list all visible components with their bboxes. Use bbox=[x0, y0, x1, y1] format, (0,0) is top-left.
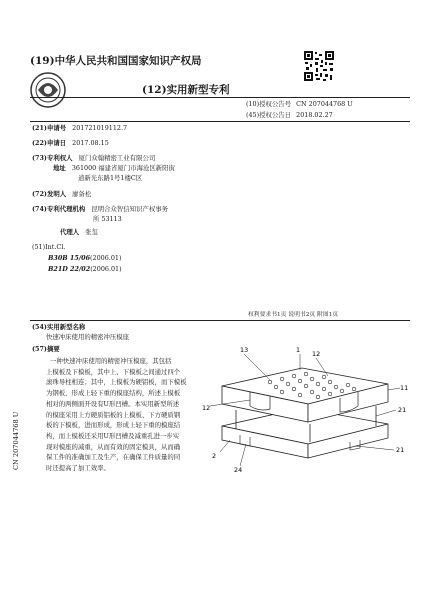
abstract-line: 保工件的准确加工及生产，在确保工件质量的同 bbox=[46, 453, 181, 462]
pub-divider bbox=[30, 121, 410, 122]
abstract-line: 滚珠导柱相连；其中，上模板为硬铝板，而下模板 bbox=[46, 378, 187, 387]
inventor-row: (72)发明人 廖备松 bbox=[32, 190, 92, 198]
cnipa-logo-icon bbox=[28, 70, 68, 110]
abstract-line: 为钢板，形成上轻下重的模座结构，所述上模板 bbox=[46, 389, 181, 398]
patent-type-header: (12)实用新型专利 bbox=[142, 84, 230, 96]
abstract-line: 的模座采用上方硬质铝板的上模板、下方硬质钢 bbox=[46, 410, 181, 419]
figure-label: 21 bbox=[396, 446, 405, 454]
grant-date-row: (45)授权公告日 2018.02.27 bbox=[246, 111, 333, 119]
abstract-line: 现对模座的减重，从而有效的固定模具，从而确 bbox=[46, 442, 181, 451]
ipc-class-1: B30B 15/06(2006.01) bbox=[48, 254, 122, 262]
address-row: 地址 361000 福建省厦门市海沧区新阳街 bbox=[53, 164, 175, 172]
abstract-body bbox=[46, 356, 202, 474]
qr-code-icon bbox=[303, 50, 335, 82]
figure-label: 12 bbox=[312, 350, 321, 358]
ipc-label: (51)Int.Cl. bbox=[32, 243, 66, 251]
figure-label: 2 bbox=[212, 452, 217, 460]
application-date-row: (22)申请日 2017.08.15 bbox=[32, 139, 109, 147]
abstract-label: (57)摘要 bbox=[32, 345, 60, 353]
agency-row: (74)专利代理机构 昆明合众智信知识产权事务 bbox=[32, 205, 169, 213]
agency-line2: 所 53113 bbox=[93, 215, 122, 223]
figure-label: 11 bbox=[400, 384, 409, 392]
agent-row: 代理人 张玺 bbox=[60, 228, 98, 236]
mold-base-figure bbox=[200, 340, 415, 480]
grant-number-row: (10)授权公告号 CN 207044768 U bbox=[246, 100, 353, 108]
application-number-row: (21)申请号 201721019112.7 bbox=[32, 124, 128, 132]
utility-model-title: 快速冲床使用的精密冲压模座 bbox=[46, 333, 130, 341]
figure-label: 12 bbox=[202, 404, 211, 412]
ipc-class-2: B21D 22/02(2006.01) bbox=[48, 265, 122, 273]
abstract-line: 一种快速冲床使用的精密冲压模座，其包括 bbox=[50, 357, 172, 365]
abstract-line: 相对的两侧面开设有U形凹槽。本实用新型所述 bbox=[46, 399, 180, 408]
page-counts: 权利要求书1页 说明书2页 附图1页 bbox=[248, 312, 339, 318]
side-publication-number: CN 207044768 U bbox=[12, 411, 20, 470]
figure-label: 13 bbox=[240, 346, 249, 354]
abstract-line: 板的下模板，进而形成，形成上轻下重的模座结 bbox=[46, 421, 181, 430]
abstract-line: 构，而上模板还采用U形凹槽及减重孔进一步实 bbox=[46, 431, 180, 440]
title-label: (54)实用新型名称 bbox=[32, 323, 86, 331]
patentee-row: (73)专利权人 厦门众翰精密工业有限公司 bbox=[32, 154, 156, 162]
header-divider bbox=[30, 97, 410, 98]
abstract-line: 时还提高了加工效率。 bbox=[46, 464, 110, 473]
figure-label: 24 bbox=[234, 466, 243, 474]
figure-label: 1 bbox=[296, 346, 301, 354]
office-header: (19)中华人民共和国国家知识产权局 bbox=[30, 55, 202, 67]
abstract-line: 上模板及下模板，其中上、下模板之间通过四个 bbox=[46, 367, 181, 376]
biblio-divider bbox=[30, 320, 410, 321]
address-line2: 道新光东路1号1楼C区 bbox=[78, 174, 143, 182]
figure-label: 21 bbox=[398, 406, 407, 414]
